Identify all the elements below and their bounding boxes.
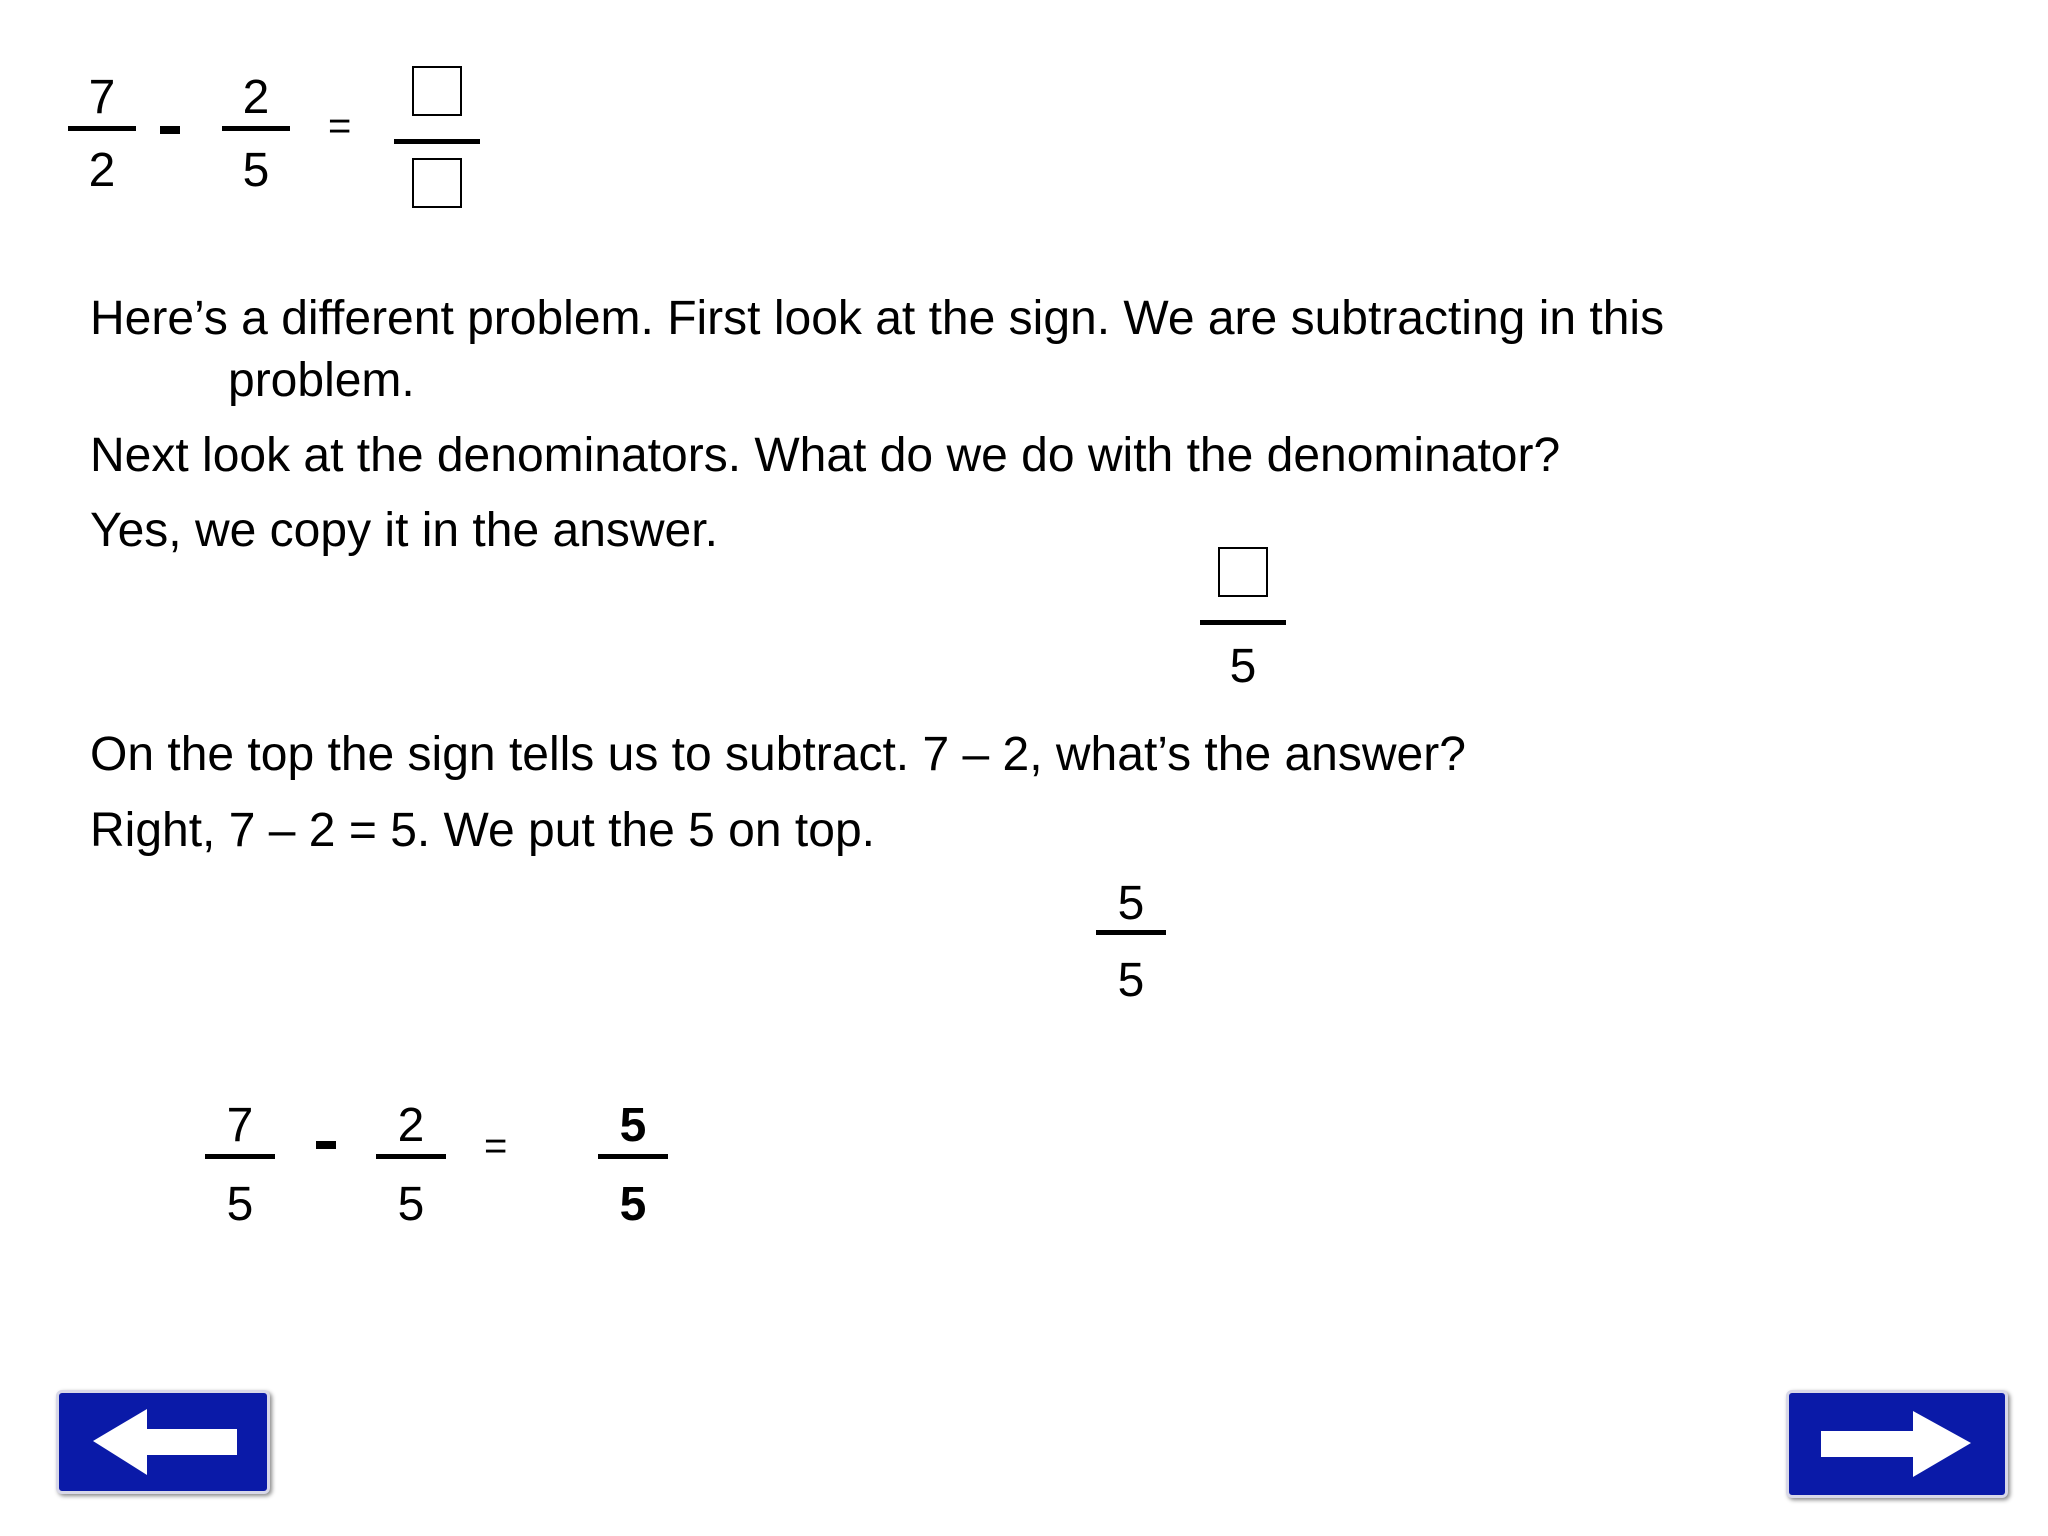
- instruction-line-5: Right, 7 – 2 = 5. We put the 5 on top.: [90, 804, 875, 857]
- empty-box[interactable]: [412, 66, 462, 116]
- fraction-bar: [1200, 620, 1286, 625]
- final-answer-denominator: 5: [619, 1178, 647, 1231]
- fraction-bar: [68, 126, 136, 131]
- top-fraction-1: [68, 71, 136, 197]
- step1-fraction: [1200, 547, 1286, 691]
- final-fraction-2-numerator: 2: [397, 1099, 425, 1152]
- final-fraction-1: [205, 1099, 275, 1231]
- answer-denominator-box[interactable]: [394, 158, 480, 217]
- top-fraction-1-numerator: 7: [88, 71, 116, 124]
- top-equals-sign: =: [328, 104, 352, 148]
- step2-numerator: 5: [1117, 877, 1145, 930]
- empty-box[interactable]: [412, 158, 462, 208]
- answer-numerator-box[interactable]: [394, 66, 480, 125]
- fraction-bar: [222, 126, 290, 131]
- final-equals-sign: =: [484, 1124, 508, 1168]
- final-fraction-1-denominator: 5: [226, 1178, 254, 1231]
- top-fraction-2-denominator: 5: [242, 144, 270, 197]
- final-fraction-2: [376, 1099, 446, 1231]
- step1-numerator-box[interactable]: [1200, 547, 1286, 606]
- fraction-bar: [376, 1154, 446, 1159]
- fraction-bar: [1096, 930, 1166, 935]
- step1-denominator: 5: [1229, 640, 1257, 693]
- step2-fraction: [1096, 877, 1166, 1007]
- fraction-bar: [598, 1154, 668, 1159]
- instruction-line-1: Here’s a different problem. First look at the sign. We are subtracting in this: [90, 292, 1665, 345]
- fraction-bar: [205, 1154, 275, 1159]
- top-answer-fraction: [394, 66, 480, 217]
- left-arrow-icon: [59, 1393, 267, 1491]
- back-button[interactable]: [56, 1390, 270, 1494]
- empty-box[interactable]: [1218, 547, 1268, 597]
- right-arrow-icon: [1789, 1393, 2005, 1495]
- final-fraction-1-numerator: 7: [226, 1099, 254, 1152]
- top-minus-sign: [160, 126, 180, 134]
- final-minus-sign: [316, 1141, 336, 1149]
- step2-denominator: 5: [1117, 954, 1145, 1007]
- final-answer-fraction: [598, 1099, 668, 1231]
- final-answer-numerator: 5: [619, 1099, 647, 1152]
- instruction-line-1-continued: problem.: [228, 354, 415, 407]
- top-fraction-2-numerator: 2: [242, 71, 270, 124]
- next-button[interactable]: [1786, 1390, 2008, 1498]
- instruction-line-4: On the top the sign tells us to subtract. 7 – 2, what’s the answer?: [90, 728, 1466, 781]
- instruction-line-3: Yes, we copy it in the answer.: [90, 504, 718, 557]
- instruction-line-2: Next look at the denominators. What do we do with the denominator?: [90, 429, 1561, 482]
- fraction-bar: [394, 139, 480, 144]
- top-fraction-2: [222, 71, 290, 197]
- top-fraction-1-denominator: 2: [88, 144, 116, 197]
- final-fraction-2-denominator: 5: [397, 1178, 425, 1231]
